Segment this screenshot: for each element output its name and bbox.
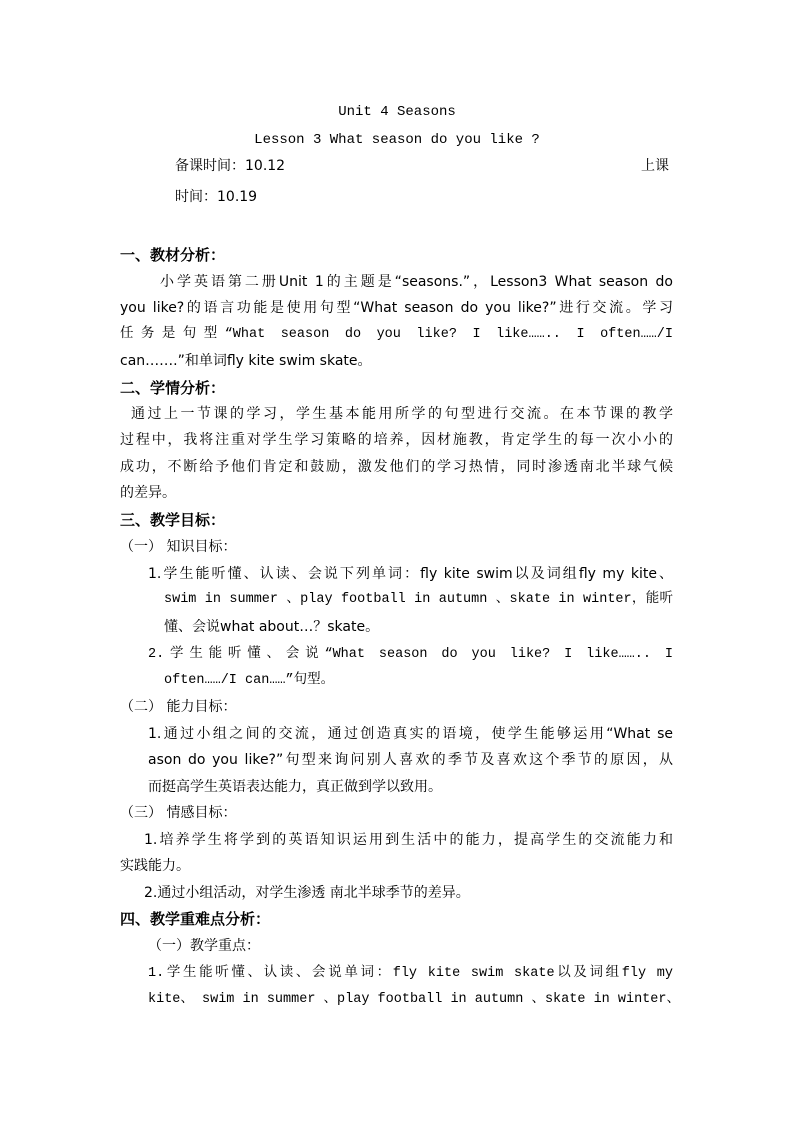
ability-goal-1-line-2: ason do you like?”句型来询问别人喜欢的季节及喜欢这个季节的原因，从 (148, 752, 673, 768)
emotion-goal-1-line-1: 1.培养学生将学到的英语知识运用到生活中的能力，提高学生的交流能力和 (144, 832, 673, 848)
class-time: 时间：10.19 (175, 189, 258, 205)
ability-goal-1-line-3: 而挺高学生英语表达能力，真正做到学以致用。 (148, 779, 442, 795)
section-1-heading: 一、教材分析： (120, 246, 226, 264)
section-4-heading: 四、教学重难点分析： (120, 910, 271, 928)
s1-line-2: you like?的语言功能是使用句型“What season do you like?”进行交流。学习 (120, 300, 673, 316)
s1-line-3: 任务是句型“What season do you like? I like…….. I often……/I (120, 327, 673, 342)
teaching-focus-heading: （一）教学重点： (148, 938, 260, 954)
ability-goal-1-line-1: 1.通过小组之间的交流，通过创造真实的语境，使学生能够运用“What se (148, 726, 673, 742)
knowledge-goal-1-line-1: 1.学生能听懂、认读、会说下列单词：fly kite swim以及词组fly my kite、 (148, 566, 673, 582)
focus-1-line-2: kite、 swim in summer 、play football in autumn 、skate in winter、 (148, 992, 680, 1007)
knowledge-goals-heading: （一） 知识目标： (120, 539, 237, 555)
knowledge-goal-1-line-2: swim in summer 、play football in autumn 、skate in winter，能听 (164, 592, 673, 607)
emotion-goal-2: 2.通过小组活动，对学生渗透 南北半球季节的差异。 (144, 885, 470, 901)
prep-time: 备课时间：10.12 (175, 158, 286, 174)
knowledge-goal-2-line-2: often……/I can……”句型。 (164, 673, 335, 688)
emotion-goal-1-line-2: 实践能力。 (120, 858, 190, 874)
lesson-title: Lesson 3 What season do you like ? (254, 132, 540, 148)
focus-1-line-1: 1.学生能听懂、认读、会说单词：fly kite swim skate以及词组fly my (148, 966, 673, 981)
knowledge-goal-2-line-1: 2.学生能听懂、会说“What season do you like? I like…….. I (148, 647, 673, 662)
s2-line-4: 的差异。 (120, 485, 176, 501)
s2-line-3: 成功，不断给予他们肯定和鼓励，激发他们的学习热情，同时渗透南北半球气候 (120, 459, 673, 475)
section-2-heading: 二、学情分析： (120, 379, 226, 397)
s1-line-4: can…….”和单词fly kite swim skate。 (120, 353, 372, 369)
s2-line-1: 通过上一节课的学习，学生基本能用所学的句型进行交流。在本节课的教学 (131, 406, 673, 422)
unit-title: Unit 4 Seasons (338, 104, 456, 120)
s2-line-2: 过程中，我将注重对学生学习策略的培养，因材施教，肯定学生的每一次小小的 (120, 432, 673, 448)
s1-line-1: 小学英语第二册Unit 1的主题是“seasons.”，Lesson3 What season do (160, 274, 673, 290)
knowledge-goal-1-line-3: 懂、会说what about…？skate。 (164, 619, 380, 635)
section-3-heading: 三、教学目标： (120, 511, 226, 529)
emotion-goals-heading: （三） 情感目标： (120, 805, 237, 821)
ability-goals-heading: （二） 能力目标： (120, 699, 237, 715)
class-label: 上课 (641, 158, 669, 174)
